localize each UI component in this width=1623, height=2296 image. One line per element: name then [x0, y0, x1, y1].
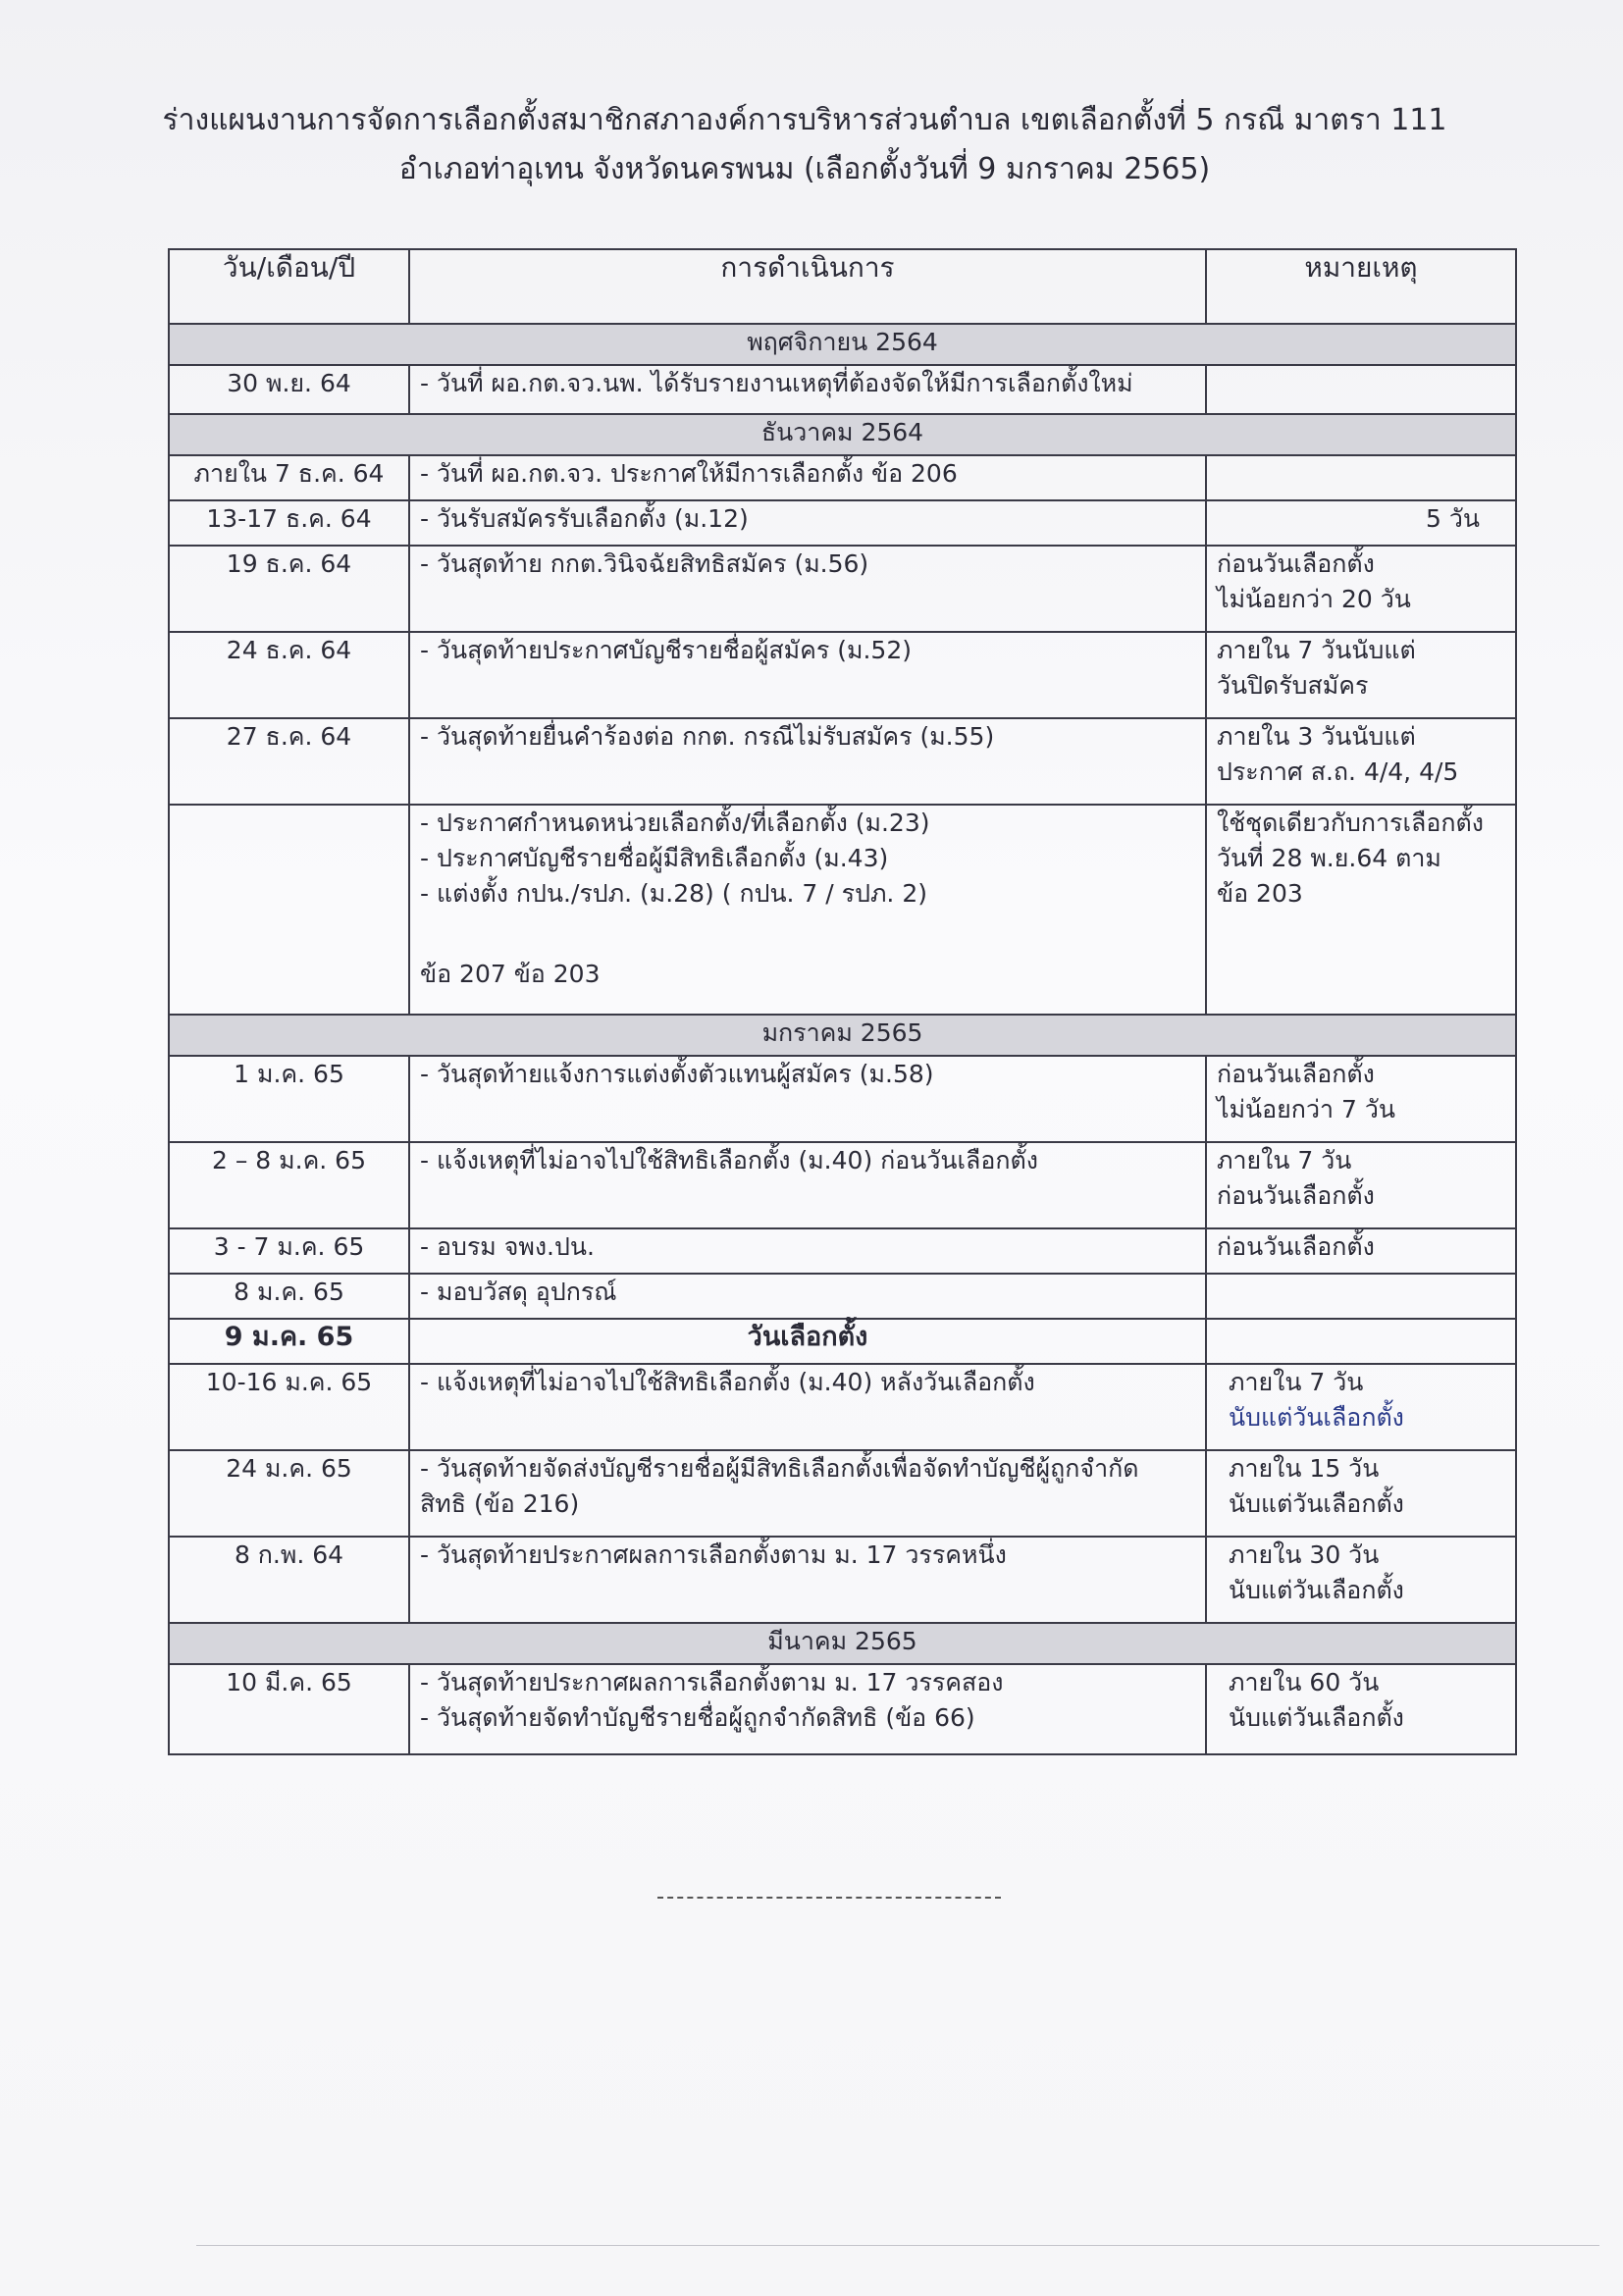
- row-note: [1206, 1364, 1516, 1450]
- note-line: ก่อนวันเลือกตั้ง: [1217, 1060, 1375, 1088]
- note-line: ภายใน 60 วัน: [1229, 1668, 1380, 1696]
- row-action: - วันสุดท้ายยื่นคำร้องต่อ กกต. กรณีไม่รับสมัคร (ม.55): [409, 718, 1206, 805]
- row-action: - แจ้งเหตุที่ไม่อาจไปใช้สิทธิเลือกตั้ง (ม.40) หลังวันเลือกตั้ง: [409, 1364, 1206, 1450]
- document-title-line1: ร่างแผนงานการจัดการเลือกตั้งสมาชิกสภาองค์การบริหารส่วนตำบล เขตเลือกตั้งที่ 5 กรณี มาตรา 111: [162, 103, 1447, 137]
- month-row-dec: [169, 414, 1516, 455]
- row-date: 3 - 7 ม.ค. 65: [169, 1228, 409, 1274]
- action-line: - ประกาศบัญชีรายชื่อผู้มีสิทธิเลือกตั้ง (ม.43): [420, 844, 889, 872]
- row-note: [1206, 632, 1516, 718]
- note-line: ภายใน 7 วัน: [1217, 1146, 1352, 1174]
- row-note: [1206, 455, 1516, 500]
- note-line: ภายใน 7 วันนับแต่: [1217, 636, 1416, 664]
- action-line: ข้อ 207 ข้อ 203: [420, 960, 601, 988]
- note-line: ภายใน 30 วัน: [1229, 1540, 1380, 1569]
- note-line: นับแต่วันเลือกตั้ง: [1229, 1489, 1404, 1518]
- row-action: - มอบวัสดุ อุปกรณ์: [409, 1274, 1206, 1319]
- note-line: ประกาศ ส.ถ. 4/4, 4/5: [1217, 757, 1459, 786]
- row-note: [1206, 1537, 1516, 1623]
- row-note: 5 วัน: [1206, 500, 1516, 546]
- row-date: 10 มี.ค. 65: [169, 1664, 409, 1754]
- table-row: [169, 1364, 1516, 1450]
- row-date: 30 พ.ย. 64: [169, 365, 409, 414]
- row-note: [1206, 546, 1516, 632]
- row-action: - แจ้งเหตุที่ไม่อาจไปใช้สิทธิเลือกตั้ง (ม.40) ก่อนวันเลือกตั้ง: [409, 1142, 1206, 1228]
- row-action: - วันที่ ผอ.กต.จว. ประกาศให้มีการเลือกตั้ง ข้อ 206: [409, 455, 1206, 500]
- note-line: วันปิดรับสมัคร: [1217, 671, 1369, 700]
- action-line: - วันสุดท้ายจัดส่งบัญชีรายชื่อผู้มีสิทธิเลือกตั้งเพื่อจัดทำบัญชีผู้ถูกจำกัด: [420, 1454, 1139, 1483]
- row-note: [1206, 1274, 1516, 1319]
- row-date: ภายใน 7 ธ.ค. 64: [169, 455, 409, 500]
- note-line: ข้อ 203: [1217, 879, 1303, 908]
- action-line: สิทธิ (ข้อ 216): [420, 1489, 580, 1518]
- row-date: 13-17 ธ.ค. 64: [169, 500, 409, 546]
- note-line: ก่อนวันเลือกตั้ง: [1217, 1181, 1375, 1210]
- row-date: 2 – 8 ม.ค. 65: [169, 1142, 409, 1228]
- table-row: [169, 1537, 1516, 1623]
- month-label: มีนาคม 2565: [169, 1623, 1516, 1664]
- month-row-nov: [169, 324, 1516, 365]
- row-date: 1 ม.ค. 65: [169, 1056, 409, 1142]
- row-date: 24 ม.ค. 65: [169, 1450, 409, 1537]
- note-line: ไม่น้อยกว่า 7 วัน: [1217, 1095, 1395, 1123]
- row-note: [1206, 1664, 1516, 1754]
- month-label: ธันวาคม 2564: [169, 414, 1516, 455]
- note-line: นับแต่วันเลือกตั้ง: [1229, 1403, 1404, 1432]
- row-action: - วันสุดท้ายประกาศผลการเลือกตั้งตาม ม. 17 วรรคหนึ่ง: [409, 1537, 1206, 1623]
- row-action: - วันสุดท้ายแจ้งการแต่งตั้งตัวแทนผู้สมัคร (ม.58): [409, 1056, 1206, 1142]
- table-row: [169, 500, 1516, 546]
- row-action: - วันที่ ผอ.กต.จว.นพ. ได้รับรายงานเหตุที่ต้องจัดให้มีการเลือกตั้งใหม่: [409, 365, 1206, 414]
- row-note: [1206, 1142, 1516, 1228]
- row-note: [1206, 805, 1516, 1015]
- note-line: ไม่น้อยกว่า 20 วัน: [1217, 585, 1411, 613]
- table-header-row: [169, 249, 1516, 324]
- table-row: [169, 365, 1516, 414]
- table-row: [169, 1056, 1516, 1142]
- row-date: 9 ม.ค. 65: [169, 1319, 409, 1364]
- action-line: - ประกาศกำหนดหน่วยเลือกตั้ง/ที่เลือกตั้ง (ม.23): [420, 809, 930, 837]
- row-action: - อบรม จพง.ปน.: [409, 1228, 1206, 1274]
- month-row-jan: [169, 1015, 1516, 1056]
- row-note: [1206, 1450, 1516, 1537]
- row-action: - วันสุดท้าย กกต.วินิจฉัยสิทธิสมัคร (ม.56): [409, 546, 1206, 632]
- note-line: ใช้ชุดเดียวกับการเลือกตั้ง: [1217, 809, 1484, 837]
- table-row: [169, 1450, 1516, 1537]
- row-action: วันเลือกตั้ง: [409, 1319, 1206, 1364]
- end-of-document-divider: [657, 1897, 1001, 1899]
- table-row: [169, 1274, 1516, 1319]
- table-row: [169, 546, 1516, 632]
- row-action: [409, 805, 1206, 1015]
- row-date: 27 ธ.ค. 64: [169, 718, 409, 805]
- month-label: พฤศจิกายน 2564: [169, 324, 1516, 365]
- header-action: การดำเนินการ: [409, 249, 1206, 324]
- month-row-mar: [169, 1623, 1516, 1664]
- scan-edge-line: [196, 2245, 1599, 2246]
- row-action: - วันรับสมัครรับเลือกตั้ง (ม.12): [409, 500, 1206, 546]
- note-line: ภายใน 7 วัน: [1229, 1368, 1364, 1396]
- row-action: - วันสุดท้ายประกาศบัญชีรายชื่อผู้สมัคร (ม.52): [409, 632, 1206, 718]
- table-row: [169, 455, 1516, 500]
- row-action: [409, 1450, 1206, 1537]
- row-note: [1206, 718, 1516, 805]
- note-line: นับแต่วันเลือกตั้ง: [1229, 1576, 1404, 1604]
- month-label: มกราคม 2565: [169, 1015, 1516, 1056]
- table-row: [169, 632, 1516, 718]
- row-date: 8 ม.ค. 65: [169, 1274, 409, 1319]
- note-line: ภายใน 15 วัน: [1229, 1454, 1380, 1483]
- note-line: ก่อนวันเลือกตั้ง: [1217, 549, 1375, 578]
- row-date: 10-16 ม.ค. 65: [169, 1364, 409, 1450]
- table-row-election-day: [169, 1319, 1516, 1364]
- row-date: [169, 805, 409, 1015]
- row-date: 19 ธ.ค. 64: [169, 546, 409, 632]
- table-row: [169, 805, 1516, 1015]
- table-row: [169, 1228, 1516, 1274]
- row-note: [1206, 1319, 1516, 1364]
- note-line: ภายใน 3 วันนับแต่: [1217, 722, 1416, 751]
- note-line: นับแต่วันเลือกตั้ง: [1229, 1703, 1404, 1732]
- table-row: [169, 1664, 1516, 1754]
- document-title-line2: อำเภอท่าอุเทน จังหวัดนครพนม (เลือกตั้งวันที่ 9 มกราคม 2565): [398, 152, 1211, 186]
- election-schedule-table: [168, 248, 1517, 1755]
- table-row: [169, 1142, 1516, 1228]
- action-line: - แต่งตั้ง กปน./รปภ. (ม.28) ( กปน. 7 / รปภ. 2): [420, 879, 927, 908]
- row-action: [409, 1664, 1206, 1754]
- action-line: - วันสุดท้ายประกาศผลการเลือกตั้งตาม ม. 17 วรรคสอง: [420, 1668, 1004, 1696]
- table-row: [169, 718, 1516, 805]
- header-date: วัน/เดือน/ปี: [169, 249, 409, 324]
- row-date: 24 ธ.ค. 64: [169, 632, 409, 718]
- note-line: วันที่ 28 พ.ย.64 ตาม: [1217, 844, 1441, 872]
- row-note: ก่อนวันเลือกตั้ง: [1206, 1228, 1516, 1274]
- row-note: [1206, 365, 1516, 414]
- row-date: 8 ก.พ. 64: [169, 1537, 409, 1623]
- row-note: [1206, 1056, 1516, 1142]
- header-note: หมายเหตุ: [1206, 249, 1516, 324]
- action-line: - วันสุดท้ายจัดทำบัญชีรายชื่อผู้ถูกจำกัดสิทธิ (ข้อ 66): [420, 1703, 975, 1732]
